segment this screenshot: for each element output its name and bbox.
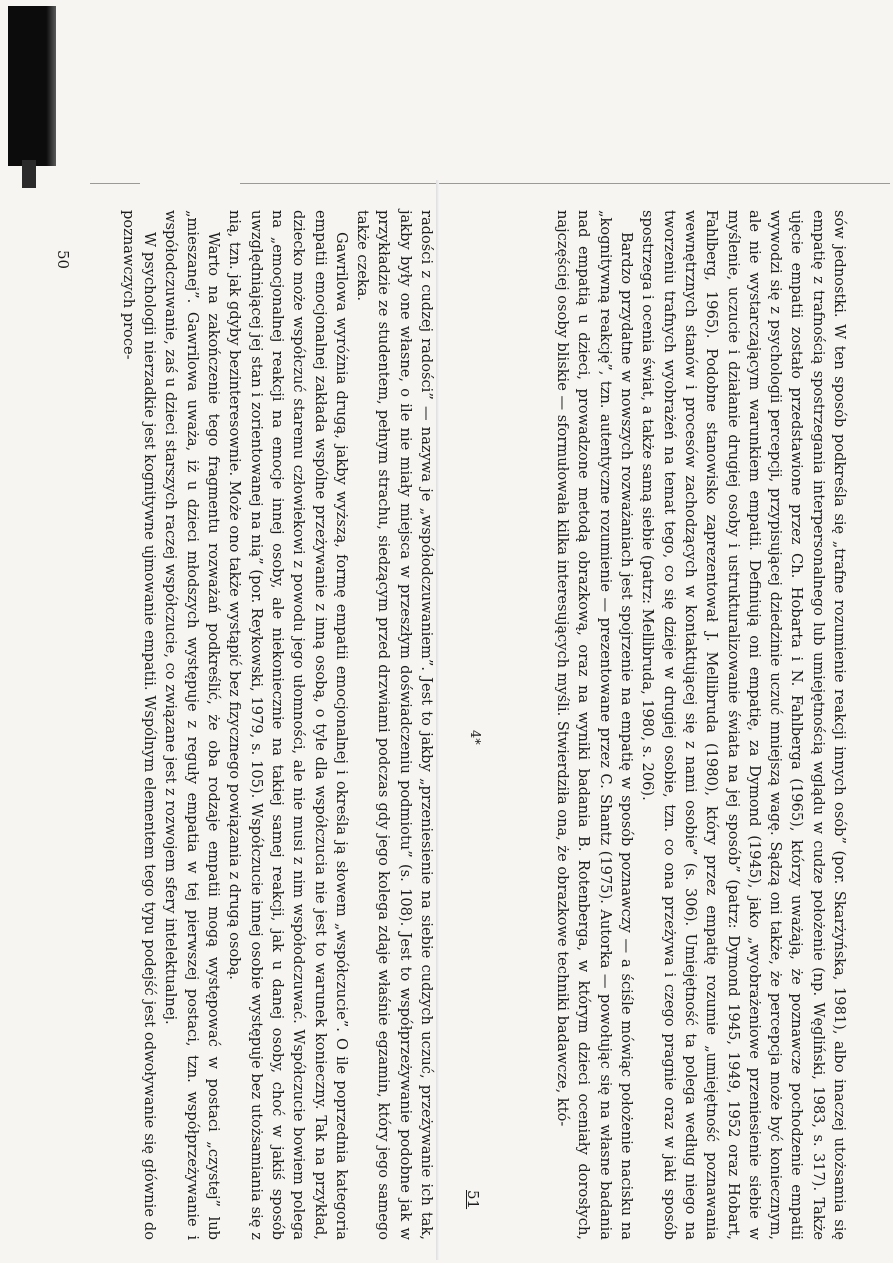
scan-rule [90,183,140,184]
page-number-left: 50 [54,250,72,270]
page-number-right: 51 [464,1190,482,1210]
signature-mark: 4* [467,730,482,745]
scan-rule [240,183,890,184]
paragraph: radości z cudzej radości” — nazywa je „współodczuwaniem”. Jest to jakby „przeniesienie na siebie cudzych uczuć, przeżywanie ich tak, jakby były one własne, o ile nie miały miejsca w przeszłym doświadczeniu podmiotu” (s. 108). Jest to współprzeżywanie podobne jak w przykładzie ze studentem, pełnym strachu, siedzącym przed drzwiami podczas gdy jego kolega zdaje właśnie egzamin, który jego samego także czeka. [354,210,435,1240]
paragraph: W psychologii nierzadkie jest kognitywne ujmowanie empatii. Wspólnym elementem tego typu podejść jest odwoływanie się głównie do poznawczych proce- [119,210,159,1240]
left-page-text [118,210,437,1240]
scan-edge-shadow [8,6,56,166]
paragraph: Bardzo przydatne w nowszych rozważaniach jest spojrzenie na empatię w sposób poznawczy — a ściśle mówiąc położenie nacisku na „kognitywną reakcję”, tzn. autentyczne rozumienie — prezentowane przez C. Shantz (1975). Autorka — powołując się na własne badania nad empatią u dzieci, prowadzone metodą obrazkową, oraz na wyniki badania B. Rotenberga, w którym dzieci oceniały dorosłych, najczęściej osoby bliskie — sformułowała kilka interesujących myśli. Stwierdziła ona, że obrazkowe techniki badawcze, któ- [554,210,636,1240]
right-page [552,210,850,1240]
paragraph: sów jednostki. W ten sposób podkreśla się „trafne rozumienie reakcji innych osób” (por. Skarżyńska, 1981), albo inaczej utożsamia się empatię z trafnością spostrzegania interpersonalnego lub umiejętnością wglądu w cudze położenie (np. Węgliński, 1983, s. 317). Także ujęcie empatii zostało przedstawione przez Ch. Hobarta i N. Fahlberga (1965), którzy uważają, że poznawcze pochodzenie empatii wywodzi się z psychologii percepcji, przypisującej dziedzinie uczuć mniejszą wagę. Sądzą oni także, że percepcja może być koniecznym, ale nie wystarczającym warunkiem empatii. Definiują oni empatię, za Dymond (1945), jako „wyobrażeniowe przeniesienie siebie w myślenie, uczucie i działanie drugiej osoby i ustrukturalizowanie świata na jej sposób” (patrz: Dymond 1945, 1949, 1952 oraz Hobart, Fahlberg, 1965). Podobne stanowisko zaprezentował J. Mellibruda (1980), który przez empatię rozumie „umiejętność poznawania wewnętrznych stanów i procesów zachodzących w kontaktującej się z nami osobie” (s. 306). Umiejętność ta polega według niego na tworzeniu trafnych wyobrażeń na temat tego, co się dzieje w drugiej osobie, tzn. co ona przeżywa i czego pragnie oraz w jaki sposób spostrzega i ocenia świat, a także samą siebie (patrz: Mellibruda, 1980, s. 206). [639,210,848,1240]
paragraph: Warto na zakończenie tego fragmentu rozważań podkreślić, że oba rodzaje empatii mogą występować w postaci „czystej” lub „mieszanej”. Gawrilowa uważa, iż u dzieci młodszych występuje z reguły empatia w tej pierwszej postaci, tzn. współprzeżywanie i współodczuwanie, zaś u dzieci starszych raczej współczucie, co związane jest z rozwojem sfery intelektualnej. [162,210,223,1240]
paragraph: Gawrilowa wyróżnia drugą, jakby wyższą, formę empatii emocjonalnej i określa ją słowem „współczucie”. O ile poprzednia kategoria empatii emocjonalnej zakłada wspólne przeżywanie z inną osobą, o tyle dla współczucia nie jest to warunek konieczny. Tak na przykład, dziecko może współczuć staremu człowiekowi z powodu jego ułomności, ale nie musi z nim współodczuwać. Współczucie bowiem polega na „emocjonalnej reakcji na emocje innej osoby, ale niekoniecznie na takiej samej reakcji, jak u danej osoby, choć w jakiś sposób uwzględniającej jej stan i zorientowanej na nią” (por. Reykowski, 1979, s. 105). Współczucie innej osobie występuje bez utożsamiania się z nią, tzn. jak gdyby bezinteresownie. Może ono także wystąpić bez fizycznego powiązania z drugą osobą. [226,210,350,1240]
scan-edge-shadow-tail [22,160,36,188]
left-page [118,210,437,1240]
right-page-text [552,210,850,1240]
